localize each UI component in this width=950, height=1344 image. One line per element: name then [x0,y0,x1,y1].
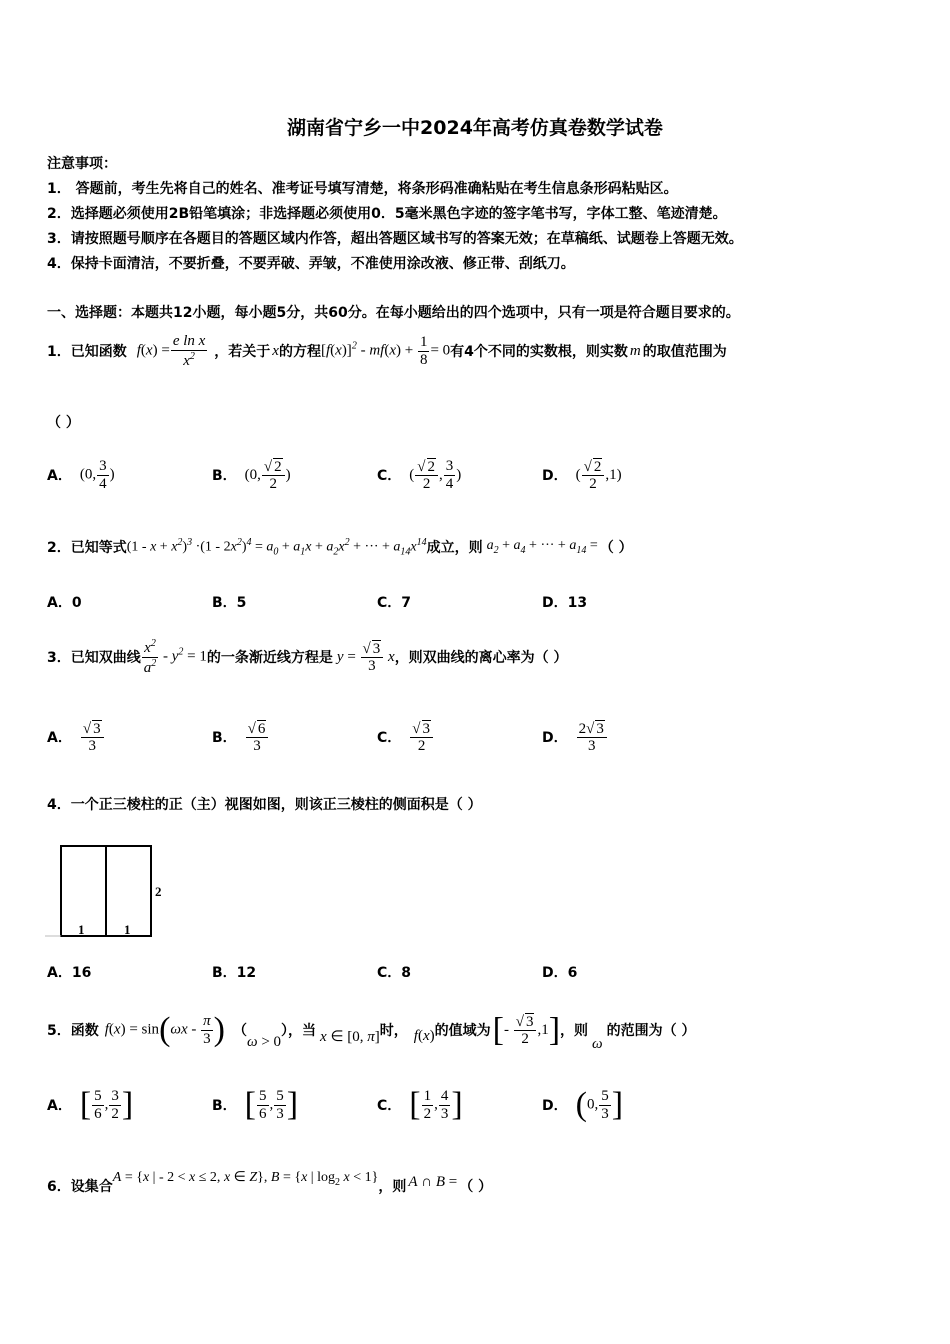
section-heading: 一、选择题：本题共12小题，每小题5分，共60分。在每小题给出的四个选项中，只有一项是符合题目要求的。 [47,305,740,321]
q4-option-b[interactable]: B．12 [212,965,257,981]
question-5 [47,1000,696,1060]
q1-option-d-value: ( $\frac{√ 2}{2}$ ,1) [575,458,622,492]
q3-option-b[interactable]: B． $\frac{√ 6}{3}$ [212,712,269,762]
q3-option-d-value: $\frac{2√ 3}{3}$ [576,720,608,755]
q2-option-b[interactable]: B．5 [212,595,247,611]
question-2 [47,530,633,564]
q1-tail2: 的取值范围为 [642,344,727,360]
notice-item-3: 3．请按照题号顺序在各题目的答题区域内作答，超出答题区域书写的答案无效；在草稿纸、试题卷上答题无效。 [47,231,743,247]
q5-option-a[interactable]: A． [ $\frac{5}{6}$ , $\frac{3}{2}$ ] [47,1086,134,1123]
q2-identity: $(1 - x + x^2)^3 \cdot(1 - 2x^2)^4 = a_0 + a_1x + a_2x^2$ + ··· + $a_{14}x^{14}$ [126,536,427,558]
q4-label-height: 2 [155,884,162,899]
q6-paren: （ ） [459,1179,493,1195]
q1-function-formula: f(x) = $\frac{\text{e ln x}}{x^2}$ [136,333,206,369]
q1-var-x: x [272,342,279,359]
q5-option-d-value: (0, $\frac{5}{3}$ ] [575,1086,624,1123]
q1-tail: 有4个不同的实数根，则实数 [450,344,628,360]
q1-mid: ，若关于 [214,344,271,360]
q4-text: 4．一个正三棱柱的正（主）视图如图，则该正三棱柱的侧面积是（ ） [47,797,482,813]
q5-domain: x ∈ [0, π] [320,1028,380,1045]
q3-option-b-value: $\frac{√ 6}{3}$ [245,720,270,755]
page-title: 湖南省宁乡一中2024年高考仿真卷数学试卷 [287,117,663,139]
q5-option-a-value: [ $\frac{5}{6}$ , $\frac{3}{2}$ ] [79,1086,134,1123]
q2-option-a[interactable]: A．0 [47,595,82,611]
q1-var-m: m [629,342,641,359]
question-1 [47,326,727,376]
q3-option-c-value: $\frac{√ 3}{2}$ [409,720,434,755]
q5-p1: （ [232,1023,247,1039]
q2-lead: 2．已知等式 [47,540,127,556]
q4-option-a[interactable]: A．16 [47,965,92,981]
q4-option-d[interactable]: D．6 [542,965,578,981]
q3-hyperbola: $\frac{x^2}{a^2}$ - $y^2 = 1$ [143,638,207,676]
q3-asymptote: y = $\frac{√ 3}{3}$ x [336,640,395,674]
q5-omega: ω [592,1035,603,1052]
q4-option-c[interactable]: C．8 [377,965,412,981]
q3-tail: ，则双曲线的离心率为（ ） [394,650,568,666]
q2-option-c[interactable]: C．7 [377,595,412,611]
q5-fx: f(x) [413,1027,435,1044]
q5-function: f(x) = sin(ωx - $\frac{\pi}{3}$ ) [104,1011,225,1048]
notice-heading: 注意事项： [47,156,117,172]
q2-sum: $a_2 + a_4$ + ··· + $a_{14}$ = [486,538,598,556]
q6-intersection: A ∩ B = [408,1173,458,1190]
q5-lead: 5．函数 [47,1023,99,1039]
q1-option-b-value: (0, $\frac{√ 2}{2}$ ) [244,458,291,492]
q1-mid2: 的方程 [278,344,321,360]
q5-option-d[interactable]: D． (0, $\frac{5}{3}$ ] [542,1086,624,1123]
q3-mid: 的一条渐近线方程是 [206,650,333,666]
q3-option-a[interactable]: A． $\frac{√ 3}{3}$ [47,712,105,762]
q1-lead: 1．已知函数 [47,344,127,360]
q5-p6: 的范围为（ ） [606,1023,696,1039]
q3-lead: 3．已知双曲线 [47,650,141,666]
q4-label-left-width: 1 [78,922,85,937]
q3-option-c[interactable]: C． $\frac{√ 3}{2}$ [377,712,434,762]
q5-p5: ，则 [560,1023,589,1039]
q5-option-b[interactable]: B． [ $\frac{5}{6}$ , $\frac{5}{3}$ ] [212,1086,299,1123]
q4-front-view-figure [45,840,175,940]
q5-p2: ），当 [281,1023,317,1039]
q5-p3: 时， [379,1023,408,1039]
q6-lead: 6．设集合 [47,1179,113,1195]
q4-label-right-width: 1 [124,922,131,937]
q1-paren: （ ） [47,415,80,431]
q6-tail: ，则 [378,1179,407,1195]
question-3 [47,632,568,682]
q1-option-c-value: ( $\frac{√ 2}{2}$ , $\frac{3}{4}$ ) [409,458,462,492]
notice-item-4: 4．保持卡面清洁，不要折叠，不要弄破、弄皱，不准使用涂改液、修正带、刮纸刀。 [47,256,575,272]
q5-omega-condition: ω > 0 [246,1033,282,1050]
q2-paren: （ ） [599,540,633,556]
q5-range: [- $\frac{√ 3}{2}$ ,1] [492,1011,561,1048]
q5-p4: 的值域为 [434,1023,491,1039]
notice-item-2: 2．选择题必须使用2B铅笔填涂；非选择题必须使用0．5毫米黑色字迹的签字笔书写，字体工整、笔迹清楚。 [47,206,727,222]
q5-option-c-value: [ $\frac{1}{2}$ , $\frac{4}{3}$ ] [409,1086,463,1123]
q1-option-a-value: (0, $\frac{3}{4}$ ) [79,458,115,492]
q3-option-d[interactable]: D． $\frac{2√ 3}{3}$ [542,712,608,762]
q1-option-d[interactable]: D． ( $\frac{√ 2}{2}$ ,1) [542,458,622,492]
q6-sets: A = {x | - 2 < x ≤ 2, x ∈ Z}, B = {x | $\log_2 x < 1$} [112,1169,379,1188]
q1-option-b[interactable]: B． (0, $\frac{√ 2}{2}$ ) [212,458,291,492]
q2-option-d[interactable]: D．13 [542,595,588,611]
q1-option-c[interactable]: C． ( $\frac{√ 2}{2}$ , $\frac{3}{4}$ ) [377,458,462,492]
question-6 [47,1160,492,1196]
q3-option-a-value: $\frac{√ 3}{3}$ [80,720,105,755]
q2-mid: 成立，则 [426,540,483,556]
q1-equation: $[f(x)]^2 - mf(x)$ + $\frac{1}{8}$ = 0 [320,334,451,368]
q5-option-c[interactable]: C． [ $\frac{1}{2}$ , $\frac{4}{3}$ ] [377,1086,463,1123]
q1-option-a[interactable]: A． (0, $\frac{3}{4}$ ) [47,458,115,492]
q5-option-b-value: [ $\frac{5}{6}$ , $\frac{5}{3}$ ] [244,1086,299,1123]
notice-item-1: 1． 答题前，考生先将自己的姓名、准考证号填写清楚，将条形码准确粘贴在考生信息条形码粘贴区。 [47,181,678,197]
